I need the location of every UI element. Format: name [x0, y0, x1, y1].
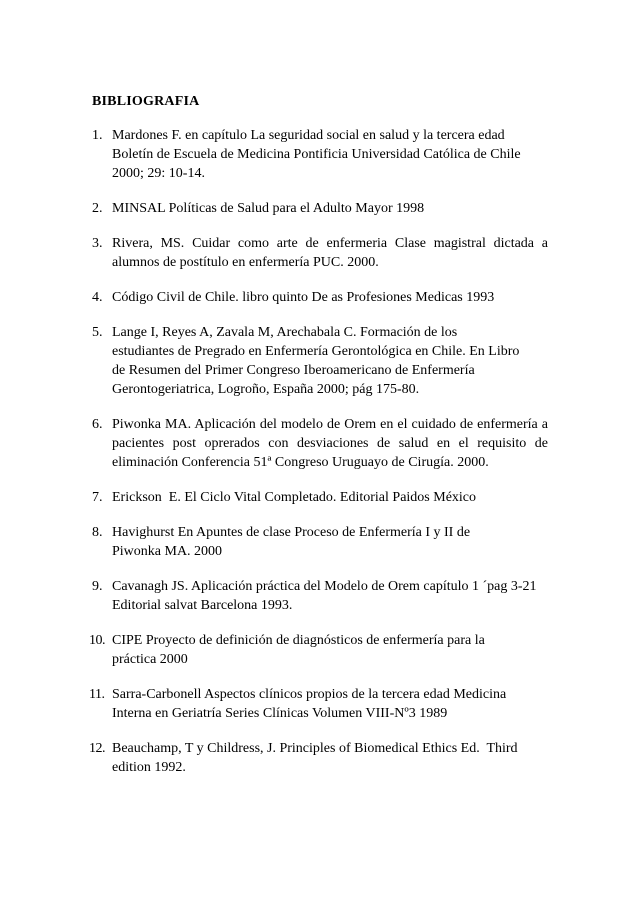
reference-text: Beauchamp, T y Childress, J. Principles of Biomedical Ethics Ed. Third edition 1992.: [112, 741, 522, 775]
reference-item: [92, 577, 548, 615]
reference-item: [89, 631, 548, 669]
reference-number: 6.: [92, 417, 103, 432]
reference-text: CIPE Proyecto de definición de diagnósticos de enfermería para la práctica 2000: [112, 633, 485, 667]
reference-number: 9.: [92, 579, 103, 594]
reference-number: 10.: [89, 633, 105, 648]
reference-text: Lange I, Reyes A, Zavala M, Arechabala C. Formación de los estudiantes de Pregrado en Enfermería Gerontológica en Chile. En Libro de Resumen del Primer Congreso Iberoamericano de Enfermería Gerontogeriatrica, Logroño, España 2000; pág 175-80.: [112, 325, 520, 397]
reference-item: [92, 523, 548, 561]
reference-text: Mardones F. en capítulo La seguridad social en salud y la tercera edad Boletín de Escuela de Medicina Pontificia Universidad Católica de Chile 2000; 29: 10-14.: [112, 128, 521, 181]
reference-number: 1.: [92, 128, 103, 143]
reference-text: Erickson E. El Ciclo Vital Completado. Editorial Paidos México: [112, 490, 477, 505]
reference-item: [92, 488, 548, 507]
reference-item: [92, 288, 548, 307]
reference-list: [89, 126, 548, 793]
reference-text: MINSAL Políticas de Salud para el Adulto Mayor 1998: [112, 201, 425, 216]
reference-text: Havighurst En Apuntes de clase Proceso de Enfermería I y II de Piwonka MA. 2000: [112, 525, 471, 559]
reference-number: 12.: [89, 741, 105, 756]
reference-number: 3.: [92, 236, 103, 251]
reference-item: [92, 323, 548, 399]
reference-number: 11.: [89, 687, 105, 702]
reference-item: [92, 126, 548, 183]
reference-number: 8.: [92, 525, 103, 540]
reference-text: Sarra-Carbonell Aspectos clínicos propios de la tercera edad Medicina Interna en Geriatría Series Clínicas Volumen VIII-Nº3 1989: [112, 687, 507, 721]
reference-number: 5.: [92, 325, 103, 340]
reference-text: Rivera, MS. Cuidar como arte de enfermeria Clase magistral dictada a alumnos de postítulo en enfermería PUC. 2000.: [112, 236, 548, 270]
reference-text: Cavanagh JS. Aplicación práctica del Modelo de Orem capítulo 1 ´pag 3-21 Editorial salvat Barcelona 1993.: [112, 579, 537, 613]
reference-number: 7.: [92, 490, 103, 505]
reference-text: Código Civil de Chile. libro quinto De as Profesiones Medicas 1993: [112, 290, 495, 305]
reference-number: 4.: [92, 290, 103, 305]
bibliography-heading: BIBLIOGRAFIA: [92, 94, 200, 109]
reference-item: [92, 415, 548, 472]
reference-item: [89, 739, 548, 777]
reference-text: Piwonka MA. Aplicación del modelo de Orem en el cuidado de enfermería a pacientes post oprerados con desviaciones de salud en el requisito de eliminación Conferencia 51ª Congreso Uruguayo de Cirugía. 2000.: [112, 417, 548, 470]
reference-item: [92, 199, 548, 218]
reference-item: [92, 234, 548, 272]
reference-item: [89, 685, 548, 723]
reference-number: 2.: [92, 201, 103, 216]
